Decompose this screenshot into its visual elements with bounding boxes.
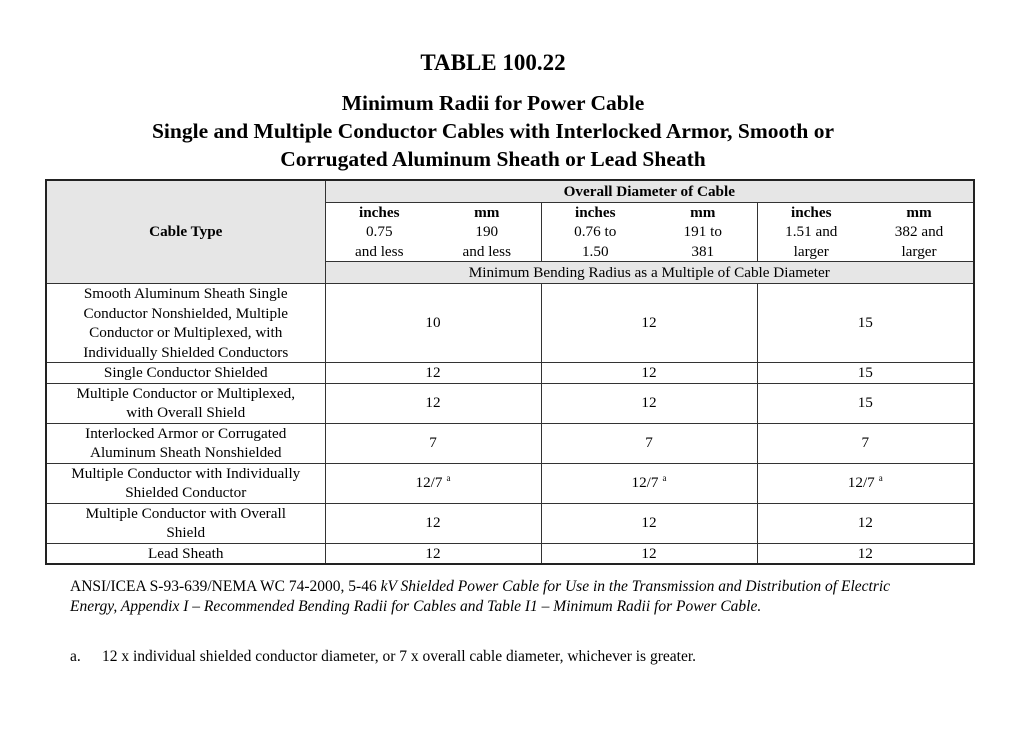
radius-cell	[325, 284, 541, 363]
radius-cell	[757, 463, 974, 503]
size-cell-in-1	[541, 202, 649, 262]
source-citation	[70, 577, 900, 617]
radius-value: 12	[641, 394, 657, 412]
unit-label: mm	[690, 203, 716, 221]
radius-value: 12	[425, 364, 441, 381]
size-value: and less	[462, 242, 511, 260]
radius-value: 12/7	[631, 474, 659, 492]
footnote-label: a.	[70, 648, 81, 665]
size-value: 1.51 and	[785, 223, 838, 240]
radius-cell	[757, 503, 974, 543]
footnote-text: 12 x individual shielded conductor diameter, or 7 x overall cable diameter, whichever is greater.	[102, 648, 697, 665]
radius-cell	[325, 463, 541, 503]
cable-type-line: Aluminum Sheath Nonshielded	[89, 444, 282, 461]
table-label: TABLE 100.22	[420, 50, 566, 75]
radius-cell	[541, 383, 757, 423]
cable-type-line: Multiple Conductor with Overall	[85, 504, 286, 522]
radius-value: 12	[641, 544, 657, 562]
size-value: 190	[475, 223, 499, 240]
radius-value: 15	[857, 394, 873, 412]
radius-value: 12/7	[415, 474, 443, 492]
cable-type-header: Cable Type	[46, 180, 325, 284]
unit-label: mm	[906, 203, 932, 221]
footnote-marker: a	[446, 473, 451, 484]
radius-cell	[541, 503, 757, 543]
size-value: 0.76 to	[574, 223, 617, 240]
size-cell-in-2	[757, 202, 865, 262]
cable-type-cell	[46, 503, 325, 543]
radius-cell	[757, 363, 974, 384]
table-row	[46, 543, 974, 564]
footnote	[70, 647, 900, 667]
radius-value: 7	[645, 434, 653, 452]
cable-type-line: Conductor Nonshielded, Multiple	[83, 304, 289, 322]
size-value: 382 and	[894, 223, 944, 240]
cable-type-line: Smooth Aluminum Sheath Single	[83, 285, 288, 302]
radius-cell	[541, 284, 757, 363]
radius-cell	[541, 463, 757, 503]
radius-value: 12	[425, 544, 441, 562]
title-line-2: Single and Multiple Conductor Cables with Interlocked Armor, Smooth or	[151, 119, 835, 143]
radius-cell	[541, 543, 757, 564]
table-row	[46, 383, 974, 423]
radius-value: 15	[857, 364, 873, 381]
unit-label: mm	[474, 203, 500, 221]
radius-value: 15	[857, 314, 873, 332]
radius-cell	[757, 543, 974, 564]
unit-label: inches	[574, 203, 616, 221]
cable-type-line: Interlocked Armor or Corrugated	[85, 424, 287, 442]
table-row	[46, 284, 974, 363]
cable-type-cell	[46, 423, 325, 463]
radius-cell	[757, 423, 974, 463]
size-value: larger	[901, 242, 937, 260]
cable-type-line: Lead Sheath	[148, 544, 224, 562]
radius-cell	[541, 423, 757, 463]
radius-value: 7	[861, 434, 870, 452]
overall-diameter-header: Overall Diameter of Cable	[325, 180, 974, 202]
table-row	[46, 363, 974, 384]
source-prefix: ANSI/ICEA S-93-639/NEMA WC 74-2000, 5-46	[70, 578, 381, 595]
size-cell-mm-2	[865, 202, 974, 262]
radius-value: 12	[857, 544, 873, 562]
size-cell-mm-1	[649, 202, 757, 262]
size-value: 381	[691, 242, 715, 260]
bending-radii-table	[45, 179, 975, 565]
unit-label: inches	[790, 203, 832, 221]
radius-cell	[325, 543, 541, 564]
size-value: larger	[793, 242, 829, 260]
radius-cell	[757, 383, 974, 423]
radius-value: 12	[641, 514, 657, 532]
table-row	[46, 463, 974, 503]
radius-value: 12	[857, 514, 873, 532]
radius-cell	[325, 383, 541, 423]
cable-type-line: Individually Shielded Conductors	[83, 343, 289, 361]
radius-value: 12	[641, 314, 657, 332]
unit-label: inches	[358, 203, 400, 221]
cable-type-line: Single Conductor Shielded	[103, 364, 268, 381]
table-row	[46, 503, 974, 543]
footnote-marker: a	[878, 473, 883, 484]
cable-type-line: Multiple Conductor or Multiplexed,	[76, 384, 295, 402]
size-cell-mm-0	[433, 202, 541, 262]
cable-type-cell	[46, 363, 325, 384]
size-value: 0.75	[365, 223, 393, 240]
radius-value: 12	[425, 514, 441, 532]
table-title	[0, 89, 986, 173]
cable-type-line: Shielded Conductor	[125, 484, 247, 501]
radius-cell	[325, 503, 541, 543]
cable-type-cell	[46, 284, 325, 363]
table-row	[46, 423, 974, 463]
cable-type-line: with Overall Shield	[126, 404, 246, 421]
radius-value: 12/7	[847, 474, 875, 492]
cable-type-line: Multiple Conductor with Individually	[71, 464, 301, 482]
footnote-marker: a	[662, 473, 667, 484]
source-title: kV Shielded Power Cable for Use in the Transmission and Distribution of Electric Energy, Appendix I – Recommended Bending Radii for Cables and Table I1 – Minimum Radii for Power Cable.	[70, 578, 891, 615]
cable-type-cell	[46, 543, 325, 564]
radius-value: 10	[425, 314, 441, 332]
title-line-1: Minimum Radii for Power Cable	[341, 91, 645, 115]
size-value: and less	[354, 242, 404, 260]
size-cell-in-0	[325, 202, 433, 262]
radius-cell	[541, 363, 757, 384]
title-line-3: Corrugated Aluminum Sheath or Lead Sheath	[280, 147, 706, 171]
radius-value: 7	[429, 434, 437, 452]
cable-type-cell	[46, 463, 325, 503]
size-value: 191 to	[683, 223, 722, 240]
radius-cell	[325, 423, 541, 463]
radius-value: 12	[425, 394, 441, 412]
radius-cell	[757, 284, 974, 363]
cable-type-line: Conductor or Multiplexed, with	[89, 324, 283, 341]
min-bending-header: Minimum Bending Radius as a Multiple of Cable Diameter	[325, 262, 974, 284]
radius-cell	[325, 363, 541, 384]
cable-type-line: Shield	[166, 524, 206, 541]
cable-type-cell	[46, 383, 325, 423]
size-value: 1.50	[581, 242, 609, 260]
radius-value: 12	[641, 364, 657, 381]
